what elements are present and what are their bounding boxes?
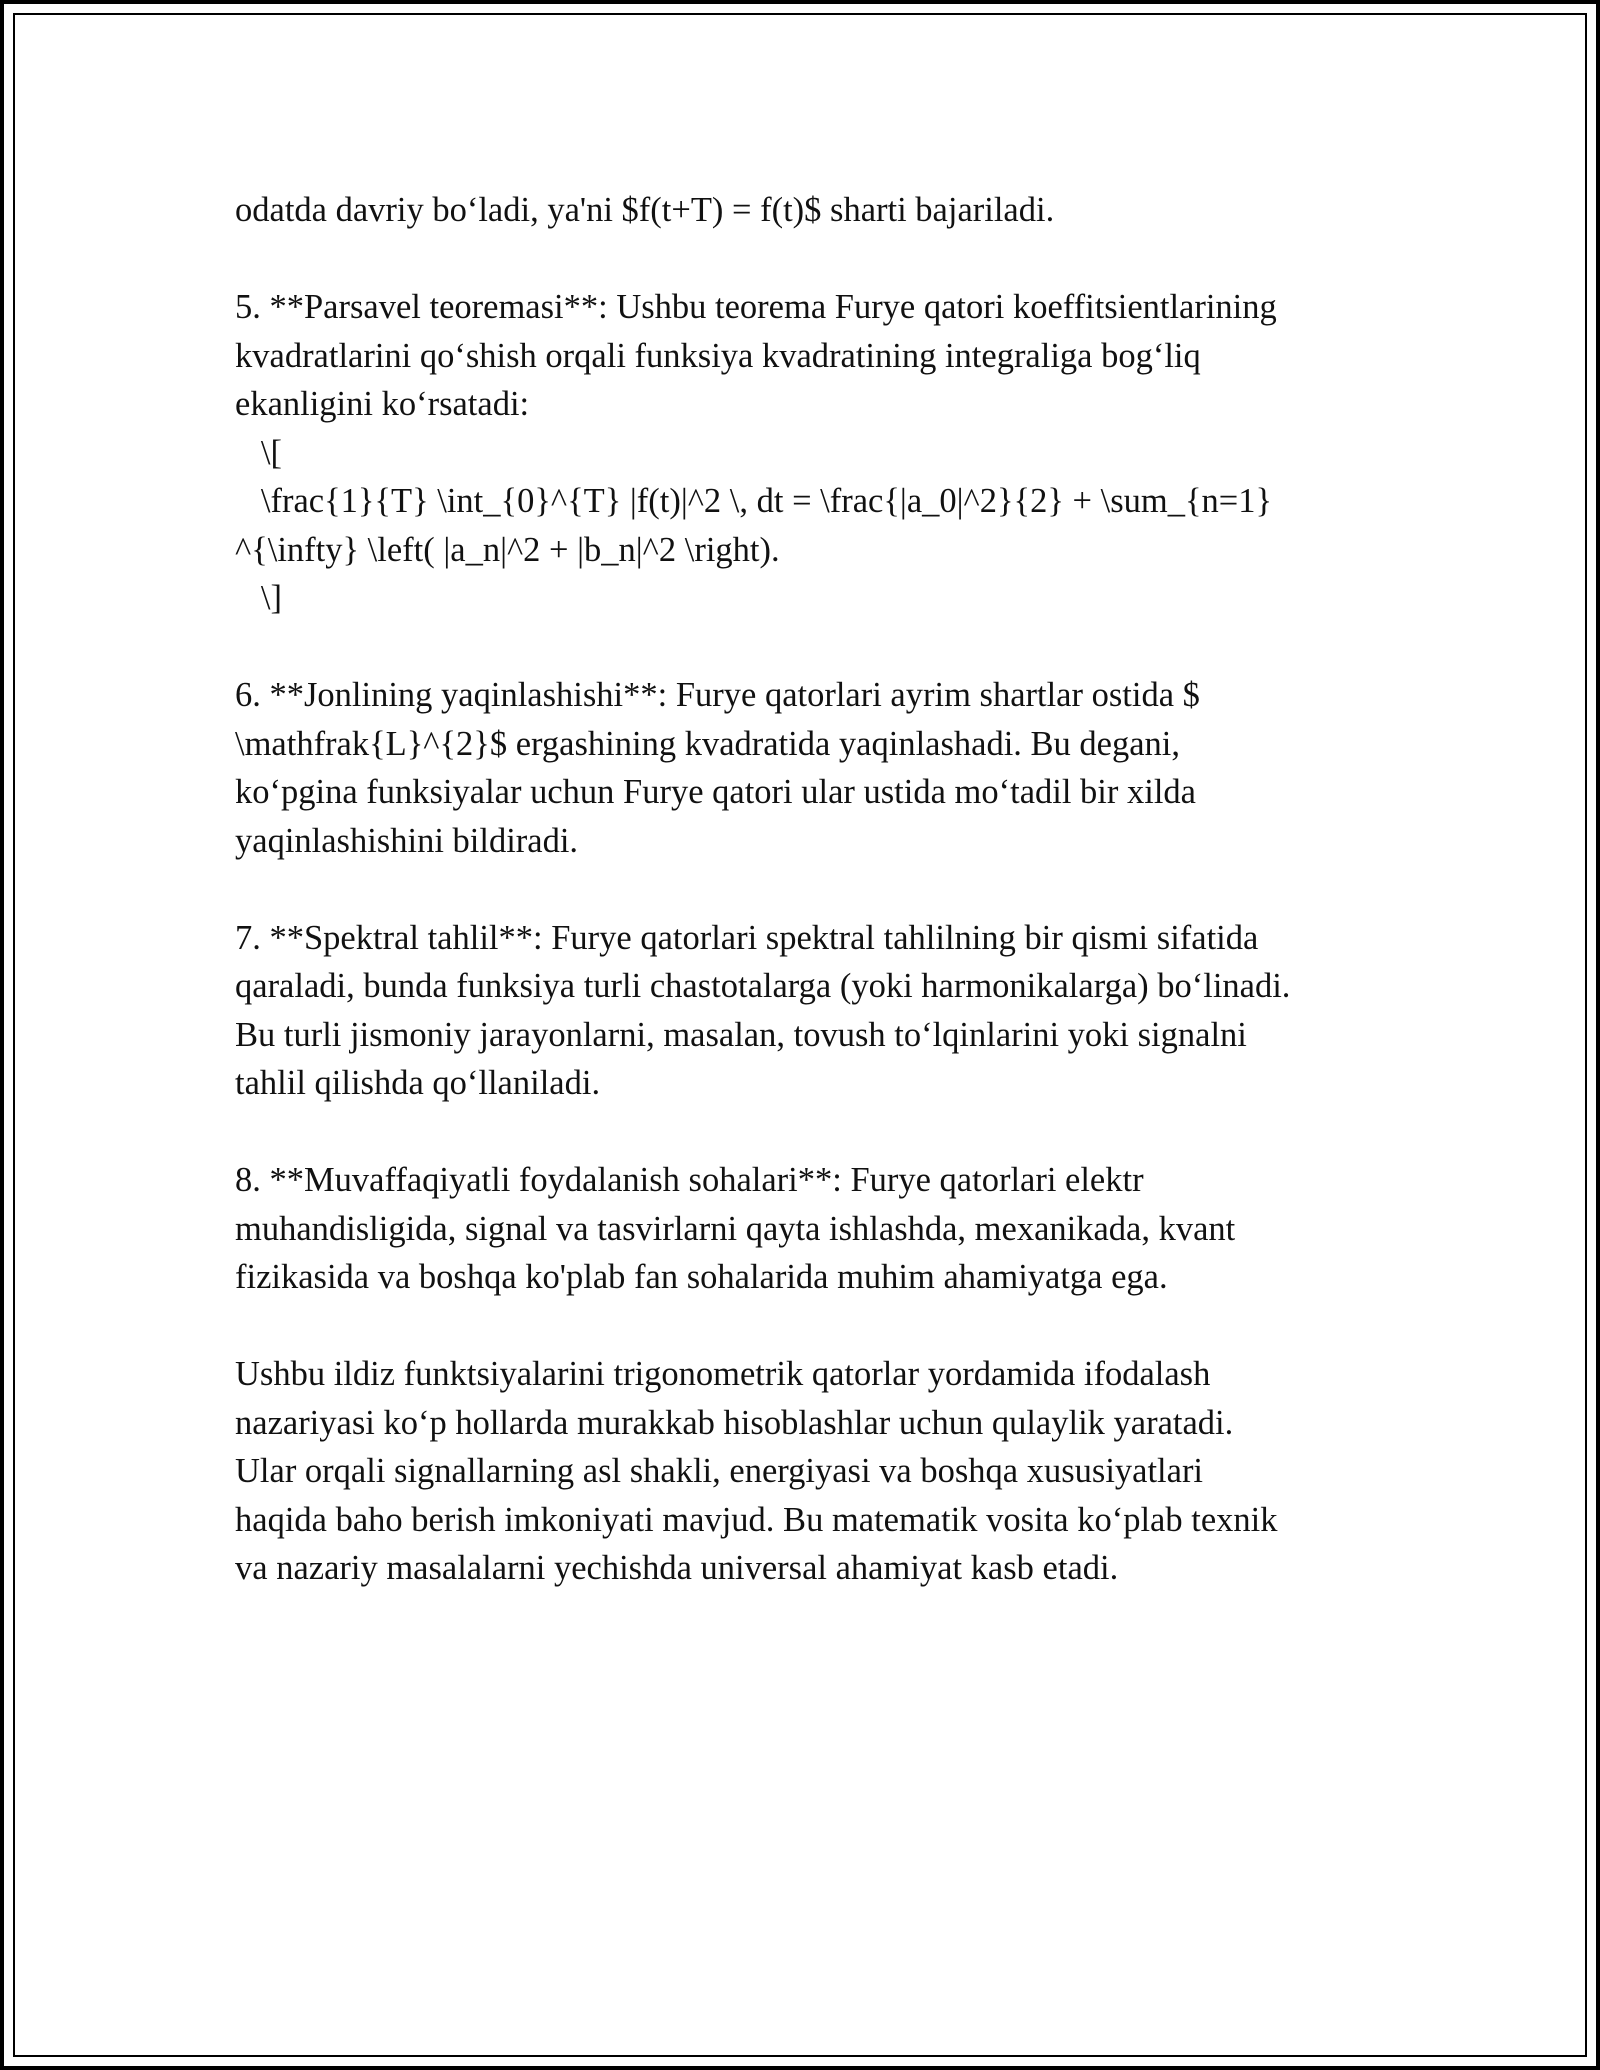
text-line: 5. **Parsavel teoremasi**: Ushbu teorema Furye qatori koeffitsientlarining	[235, 288, 1277, 326]
text-line: nazariyasi ko‘p hollarda murakkab hisoblashlar uchun qulaylik yaratadi.	[235, 1403, 1234, 1442]
text-line: qaraladi, bunda funksiya turli chastotalarga (yoki harmonikalarga) bo‘linadi.	[235, 967, 1291, 1005]
paragraph-intro-tail	[235, 186, 1395, 235]
paragraph-item-5-parsavel	[235, 283, 1395, 623]
text-line: kvadratlarini qo‘shish orqali funksiya kvadratining integraliga bog‘liq	[235, 336, 1201, 375]
text-line: haqida baho berish imkoniyati mavjud. Bu matematik vosita ko‘plab texnik	[235, 1500, 1278, 1539]
paragraph-item-8-applications	[235, 1156, 1395, 1302]
text-line: va nazariy masalalarni yechishda universal ahamiyat kasb etadi.	[235, 1549, 1119, 1587]
formula-line: \]	[235, 579, 282, 617]
paragraph-item-6-convergence	[235, 671, 1395, 865]
document-body	[235, 186, 1395, 1641]
text-line: yaqinlashishini bildiradi.	[235, 821, 579, 860]
text-line: Ushbu ildiz funktsiyalarini trigonometrik qatorlar yordamida ifodalash	[235, 1355, 1211, 1393]
text-line: 6. **Jonlining yaqinlashishi**: Furye qatorlari ayrim shartlar ostida $	[235, 676, 1200, 714]
text-line: Bu turli jismoniy jarayonlarni, masalan, tovush to‘lqinlarini yoki signalni	[235, 1015, 1247, 1054]
paragraph-conclusion	[235, 1350, 1395, 1593]
formula-line: \[	[235, 433, 282, 472]
text-line: ekanligini ko‘rsatadi:	[235, 385, 530, 423]
formula-line: \frac{1}{T} \int_{0}^{T} |f(t)|^2 \, dt = \frac{|a_0|^2}{2} + \sum_{n=1}	[235, 482, 1273, 520]
text-line: tahlil qilishda qo‘llaniladi.	[235, 1064, 601, 1102]
text-line: 7. **Spektral tahlil**: Furye qatorlari spektral tahlilning bir qismi sifatida	[235, 918, 1259, 957]
text-line: fizikasida va boshqa ko'plab fan sohalarida muhim ahamiyatga ega.	[235, 1258, 1168, 1296]
formula-line: ^{\infty} \left( |a_n|^2 + |b_n|^2 \right).	[235, 530, 780, 569]
text-line: \mathfrak{L}^{2}$ ergashining kvadratida yaqinlashadi. Bu degani,	[235, 724, 1181, 763]
paragraph-item-7-spectral	[235, 914, 1395, 1108]
text-line: ko‘pgina funksiyalar uchun Furye qatori ular ustida mo‘tadil bir xilda	[235, 773, 1196, 811]
text-line: odatda davriy bo‘ladi, ya'ni $f(t+T) = f(t)$ sharti bajariladi.	[235, 191, 1055, 229]
text-line: Ular orqali signallarning asl shakli, energiyasi va boshqa xususiyatlari	[235, 1452, 1204, 1490]
text-line: 8. **Muvaffaqiyatli foydalanish sohalari**: Furye qatorlari elektr	[235, 1161, 1144, 1199]
text-line: muhandisligida, signal va tasvirlarni qayta ishlashda, mexanikada, kvant	[235, 1209, 1236, 1248]
